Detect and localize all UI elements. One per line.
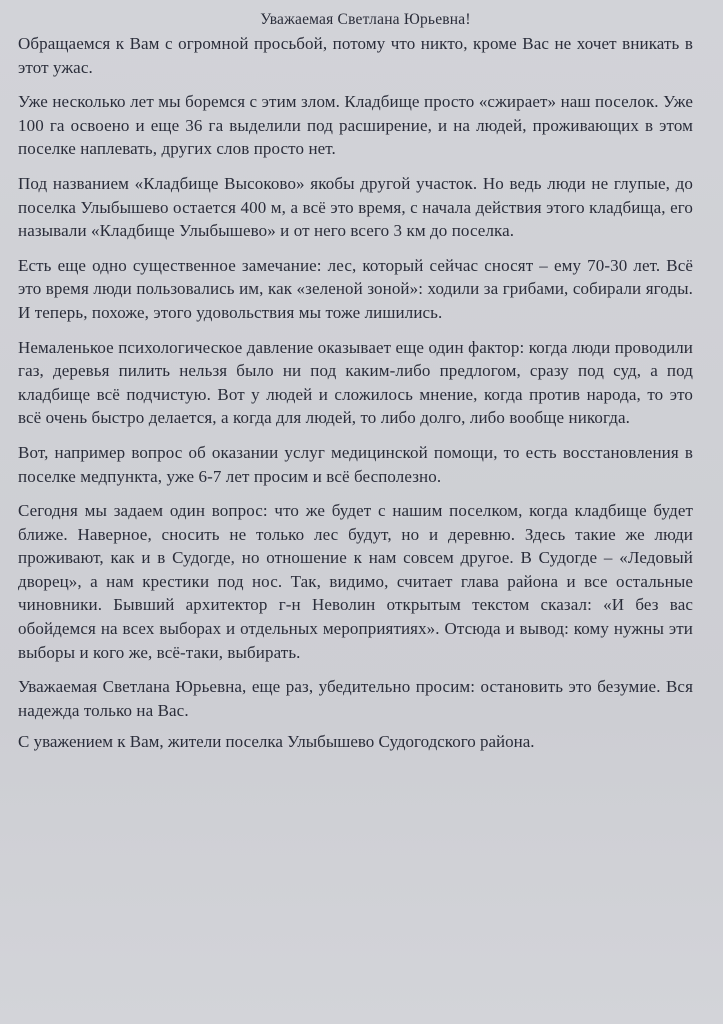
letter-paragraph: Сегодня мы задаем один вопрос: что же будет с нашим поселком, когда кладбище будет ближе. Наверное, сносить не только лес будут, но и деревню. Здесь такие же люди проживают, как и в Судогде, но отношение к нам совсем другое. В Судогде – «Ледовый дворец», а нам крестики под нос. Так, видимо, считает глава района и все остальные чиновники. Бывший архитектор г-н Неволин открытым текстом сказал: «И без вас обойдемся на всех выборах и отдельных мероприятиях». Отсюда и вывод: кому нужны эти выборы и кого же, всё-таки, выбирать. (18, 501, 693, 662)
letter-salutation: Уважаемая Светлана Юрьевна! (260, 11, 471, 28)
letter-paragraph: Уважаемая Светлана Юрьевна, еще раз, убедительно просим: остановить это безумие. Вся надежда только на Вас. (18, 677, 693, 720)
letter-paragraph: Есть еще одно существенное замечание: лес, который сейчас сносят – ему 70-30 лет. Всё это время люди пользовались им, как «зеленой зоной»: ходили за грибами, собирали ягоды. И теперь, похоже, этого удовольствия мы тоже лишились. (18, 255, 693, 322)
letter-closing: С уважением к Вам, жители поселка Улыбышево Судогодского района. (18, 732, 535, 752)
letter-paragraph: Вот, например вопрос об оказании услуг медицинской помощи, то есть восстановления в поселке медпункта, уже 6-7 лет просим и всё бесполезно. (18, 442, 693, 486)
letter-paragraph: Обращаемся к Вам с огромной просьбой, потому что никто, кроме Вас не хочет вникать в этот ужас. (18, 34, 693, 77)
letter-paragraph: Уже несколько лет мы боремся с этим злом. Кладбище просто «сжирает» наш поселок. Уже 100 га освоено и еще 36 га выделили под расширение, и на людей, проживающих в этом поселке наплевать, других слов просто нет. (18, 92, 693, 159)
letter-paragraph: Под названием «Кладбище Высоково» якобы другой участок. Но ведь люди не глупые, до поселка Улыбышево остается 400 м, а всё это время, с начала действия этого кладбища, его называли «Кладбище Улыбышево» и от него всего 3 км до поселка. (18, 173, 693, 241)
letter-paragraph: Немаленькое психологическое давление оказывает еще один фактор: когда люди проводили газ, деревья пилить нельзя было ни под каким-либо предлогом, сразу под суд, а под кладбище всё подчистую. Вот у людей и сложилось мнение, когда против народа, то это всё очень быстро делается, а когда для людей, то либо долго, либо вообще никогда. (18, 337, 693, 428)
